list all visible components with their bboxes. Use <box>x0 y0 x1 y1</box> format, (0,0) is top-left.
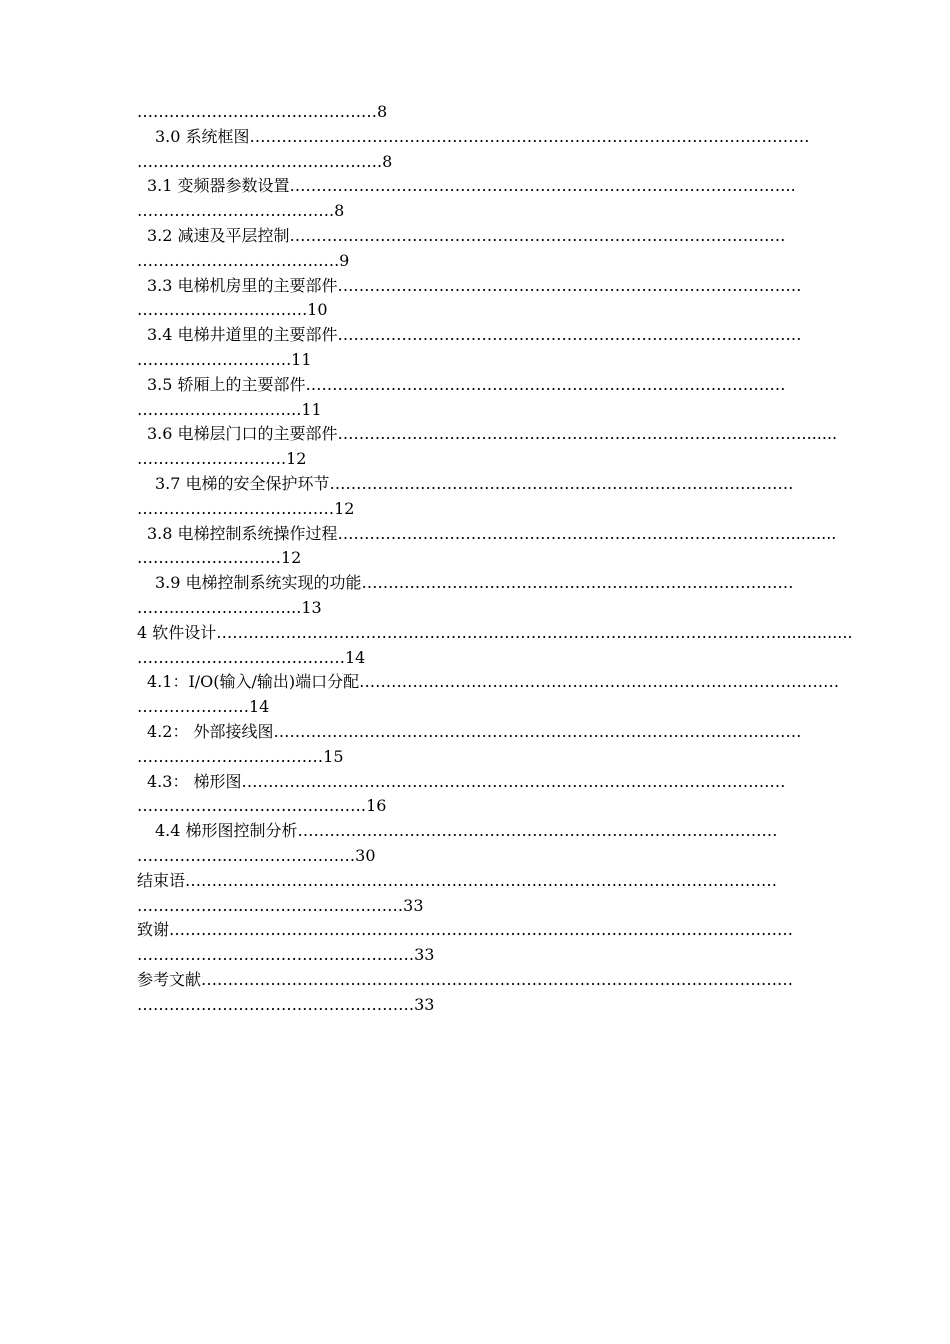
toc-line: ……..………………………15 <box>137 746 344 766</box>
toc-line: 参考文献………………………………………………………………………………………………… <box>137 969 794 989</box>
toc-line: ………………………12 <box>137 548 302 568</box>
toc-line: 3.3 电梯机房里的主要部件…………………………………………………………………………… <box>147 275 802 295</box>
toc-line: 致谢……………………………………………………………………………………………………… <box>137 920 794 940</box>
toc-line: …………………….………………………33 <box>137 945 435 965</box>
toc-line: ………………………………………8 <box>137 102 388 121</box>
toc-line: 4.4 梯形图控制分析……………………………………………………………………………… <box>155 821 778 841</box>
toc-line: 3.5 轿厢上的主要部件……………………………………………………………………………… <box>147 374 786 394</box>
toc-line: 结束语………………………………………………………………………………………………… <box>137 870 778 890</box>
toc-line: …………………………………14 <box>137 647 366 667</box>
toc-line: 3.1 变频器参数设置………………………………………………………………………………….. <box>147 176 796 196</box>
toc-line: ………………………….…………………33 <box>137 994 435 1014</box>
toc-line: 3.9 电梯控制系统实现的功能……………………………………………………………………… <box>155 573 794 593</box>
toc-line: 3.4 电梯井道里的主要部件…………………………………………………………………………… <box>147 325 802 345</box>
toc-line: ……………………….12 <box>137 449 307 469</box>
toc-line: 4.2： 外部接线图……………………………………………………………………………………… <box>147 721 802 741</box>
toc-line: ……………..……………………30 <box>137 845 376 865</box>
toc-line: ………………………….……12 <box>137 498 355 518</box>
toc-line: 4.1：I/O(输入/输出)端口分配……………………………………………………………………………… <box>147 672 840 692</box>
toc-line: ……..…………………..13 <box>137 597 322 617</box>
toc-line: ………………….……….10 <box>137 300 328 320</box>
toc-line: ……………………………………….8 <box>137 151 393 171</box>
toc-line: ……………………………….8 <box>137 201 345 221</box>
toc-line: 4.3： 梯形图………………………………………………………………………………………… <box>147 771 786 791</box>
toc-line: 3.8 电梯控制系统操作过程………………………………………………………………………….......... <box>147 523 837 543</box>
toc-line: …………………14 <box>137 697 270 717</box>
toc-line: ……………………………….……16 <box>137 796 387 816</box>
table-of-contents <box>137 100 883 1017</box>
toc-line: ………………..…………………………33 <box>137 895 424 915</box>
toc-line: 3.2 减速及平层控制………………………………………………………………………………… <box>147 225 786 245</box>
toc-line: 3.0 系统框图…………………………………………………………………………………………… <box>155 126 810 146</box>
toc-line: ……..…………………..11 <box>137 399 322 419</box>
toc-line: 3.7 电梯的安全保护环节…………………………………………………………………………… <box>155 473 794 493</box>
toc-line: 4 软件设计……………………………………………………………………………………………............... <box>137 622 853 642</box>
toc-line: …………………………….….9 <box>137 250 350 270</box>
toc-line: ……….……………….11 <box>137 349 312 369</box>
toc-line: 3.6 电梯层门口的主要部件……………………………………………………………………………....... <box>147 424 838 444</box>
